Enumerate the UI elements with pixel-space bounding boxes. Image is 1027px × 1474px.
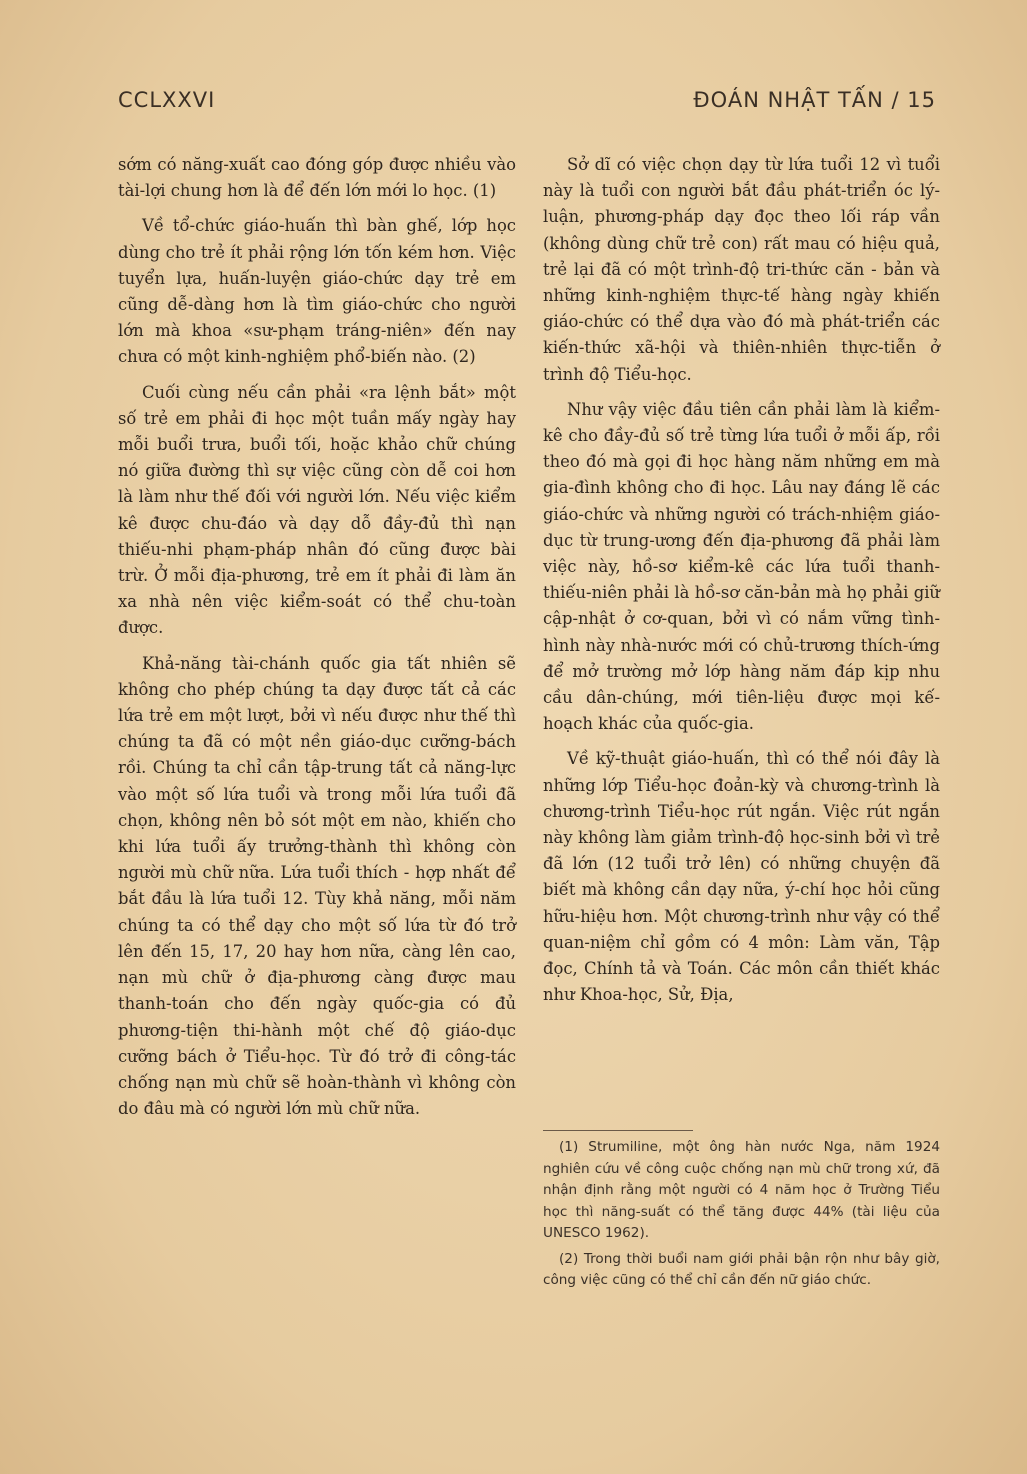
- paragraph: Về kỹ-thuật giáo-huấn, thì có thể nói đây là những lớp Tiểu-học đoản-kỳ và chương-trình là chương-trình Tiểu-học rút ngắn. Việc rút ngắn này không làm giảm trình-độ học-sinh bởi vì trẻ đã lớn (12 tuổi trở lên) có những chuyện đã biết mà không cần dạy nữa, ý-chí học hỏi cũng hữu-hiệu hơn. Một chương-trình như vậy có thể quan-niệm chỉ gồm có 4 môn: Làm văn, Tập đọc, Chính tả và Toán. Các môn cần thiết khác như Khoa-học, Sử, Địa,: [543, 749, 940, 1005]
- footnote-2: (2) Trong thời buổi nam giới phải bận rộn như bây giờ, công việc cũng có thể chỉ cần đến nữ giáo chức.: [543, 1250, 940, 1288]
- volume-number: CCLXXVI: [118, 88, 216, 112]
- author-page-number: ĐOÁN NHẬT TẤN / 15: [693, 88, 936, 112]
- footnotes: [543, 1130, 940, 1296]
- paragraph: sớm có năng-xuất cao đóng góp được nhiều vào tài-lợi chung hơn là để đến lớn mới lo học. (1): [118, 155, 516, 201]
- right-column: [543, 152, 940, 1018]
- footnote-1: (1) Strumiline, một ông hàn nước Nga, năm 1924 nghiên cứu về công cuộc chống nạn mù chữ trong xứ, đã nhận định rằng một người có 4 năm học ở Trường Tiểu học thì năng-suất có thể tăng được 44% (tài liệu của UNESCO 1962).: [543, 1139, 940, 1241]
- page-header: [118, 88, 936, 118]
- paragraph: Như vậy việc đầu tiên cần phải làm là kiểm-kê cho đầy-đủ số trẻ từng lứa tuổi ở mỗi ấp, rồi theo đó mà gọi đi học hàng năm những em mà gia-đình không cho đi học. Lâu nay đáng lẽ các giáo-chức và những người có trách-nhiệm giáo-dục từ trung-ương đến địa-phương đã phải làm việc này, hồ-sơ kiểm-kê các lứa tuổi thanh-thiếu-niên phải là hồ-sơ căn-bản mà họ phải giữ cập-nhật ở cơ-quan, bởi vì có nắm vững tình-hình này nhà-nước mới có chủ-trương thích-ứng để mở trường mở lớp hàng năm đáp kịp nhu cầu dân-chúng, mới tiên-liệu được mọi kế-hoạch khác của quốc-gia.: [543, 399, 940, 734]
- footnote-divider: [543, 1130, 693, 1131]
- left-column: [118, 152, 516, 1131]
- paragraph: Khả-năng tài-chánh quốc gia tất nhiên sẽ không cho phép chúng ta dạy được tất cả các lứa trẻ em một lượt, bởi vì nếu được như thế thì chúng ta đã có một nền giáo-dục cưỡng-bách rồi. Chúng ta chỉ cần tập-trung tất cả năng-lực vào một số lứa tuổi và trong mỗi lứa tuổi đã chọn, không nên bỏ sót một em nào, khiến cho khi lứa tuổi ấy trưởng-thành thì không còn người mù chữ nữa. Lứa tuổi thích - hợp nhất để bắt đầu là lứa tuổi 12. Tùy khả năng, mỗi năm chúng ta có thể dạy cho một số lứa từ đó trở lên đến 15, 17, 20 hay hơn nữa, càng lên cao, nạn mù chữ ở địa-phương càng được mau thanh-toán cho đến ngày quốc-gia có đủ phương-tiện thi-hành một chế độ giáo-dục cưỡng bách ở Tiểu-học. Từ đó trở đi công-tác chống nạn mù chữ sẽ hoàn-thành vì không còn do đâu mà có người lớn mù chữ nữa.: [118, 653, 516, 1119]
- paragraph: Sở dĩ có việc chọn dạy từ lứa tuổi 12 vì tuổi này là tuổi con người bắt đầu phát-triển óc lý-luận, phương-pháp dạy đọc theo lối ráp vần (không dùng chữ trẻ con) rất mau có hiệu quả, trẻ lại đã có một trình-độ tri-thức căn - bản và những kinh-nghiệm thực-tế hàng ngày khiến giáo-chức có thể dựa vào đó mà phát-triển các kiến-thức xã-hội và thiên-nhiên thực-tiễn ở trình độ Tiểu-học.: [543, 155, 940, 384]
- paragraph: Về tổ-chức giáo-huấn thì bàn ghế, lớp học dùng cho trẻ ít phải rộng lớn tốn kém hơn. Việc tuyển lựa, huấn-luyện giáo-chức dạy trẻ em cũng dễ-dàng hơn là tìm giáo-chức cho người lớn mà khoa «sư-phạm tráng-niên» đến nay chưa có một kinh-nghiệm phổ-biến nào. (2): [118, 216, 516, 367]
- paragraph: Cuối cùng nếu cần phải «ra lệnh bắt» một số trẻ em phải đi học một tuần mấy ngày hay mỗi buổi trưa, buổi tối, hoặc khảo chữ chúng nó giữa đường thì sự việc cũng còn dễ coi hơn là làm như thế đối với người lớn. Nếu việc kiểm kê được chu-đáo và dạy dỗ đầy-đủ thì nạn thiếu-nhi phạm-pháp nhân đó cũng được bài trừ. Ở mỗi địa-phương, trẻ em ít phải đi làm ăn xa nhà nên việc kiểm-soát có thể chu-toàn được.: [118, 382, 516, 638]
